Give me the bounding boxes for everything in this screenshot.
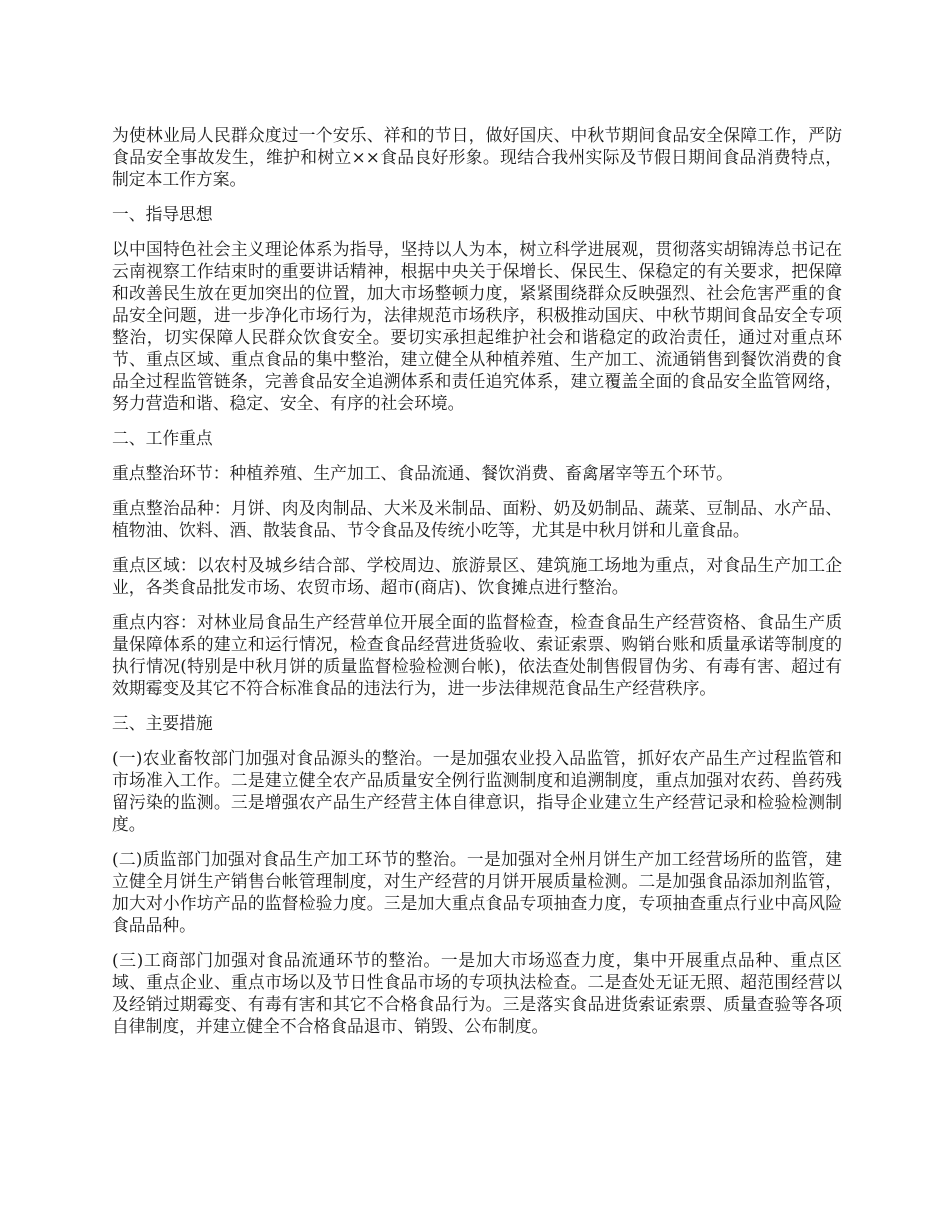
section-heading-work-focus: 二、工作重点 (112, 428, 213, 448)
guiding-ideology-paragraph: 以中国特色社会主义理论体系为指导，坚持以人为本，树立科学进展观，贯彻落实胡锦涛总书记在云南视察工作结束时的重要讲话精神，根据中央关于保增长、保民生、保稳定的有关要求，把保障和改善民生放在更加突出的位置，加大市场整顿力度，紧紧围绕群众反映强烈、社会危害严重的食品安全问题，进一步净化市场行为，法律规范市场秩序，积极推动国庆、中秋节期间食品安全专项整治，切实保障人民群众饮食安全。要切实承担起维护社会和谐稳定的政治责任，通过对重点环节、重点区域、重点食品的集中整治，建立健全从种植养殖、生产加工、流通销售到餐饮消费的食品全过程监管链条，完善食品安全追溯体系和责任追究体系，建立覆盖全面的食品安全监管网络，努力营造和谐、稳定、安全、有序的社会环境。 (112, 239, 842, 413)
document-page (112, 124, 842, 1050)
focus-areas-paragraph: 重点区域：以农村及城乡结合部、学校周边、旅游景区、建筑施工场地为重点，对食品生产加工企业，各类食品批发市场、农贸市场、超市(商店)、饮食摊点进行整治。 (112, 555, 842, 597)
focus-links-paragraph: 重点整治环节：种植养殖、生产加工、食品流通、餐饮消费、畜禽屠宰等五个环节。 (112, 463, 733, 483)
section-heading-main-measures: 三、主要措施 (112, 713, 213, 733)
focus-content-paragraph: 重点内容：对林业局食品生产经营单位开展全面的监督检查，检查食品生产经营资格、食品生产质量保障体系的建立和运行情况，检查食品经营进货验收、索证索票、购销台账和质量承诺等制度的执行情况(特别是中秋月饼的质量监督检验检测台帐)，依法查处制售假冒伪劣、有毒有害、超过有效期霉变及其它不符合标准食品的违法行为，进一步法律规范食品生产经营秩序。 (112, 612, 842, 698)
measure-quality-supervision-paragraph: (二)质监部门加强对食品生产加工环节的整治。一是加强对全州月饼生产加工经营场所的监管，建立健全月饼生产销售台帐管理制度，对生产经营的月饼开展质量检测。二是加强食品添加剂监管，加大对小作坊产品的监督检验力度。三是加大重点食品专项抽查力度，专项抽查重点行业中高风险食品品种。 (112, 849, 842, 935)
section-heading-guiding-ideology: 一、指导思想 (112, 204, 213, 224)
intro-paragraph: 为使林业局人民群众度过一个安乐、祥和的节日，做好国庆、中秋节期间食品安全保障工作，严防食品安全事故发生，维护和树立××食品良好形象。现结合我州实际及节假日期间食品消费特点，制定本工作方案。 (112, 125, 842, 189)
measure-agriculture-paragraph: (一)农业畜牧部门加强对食品源头的整治。一是加强农业投入品监管，抓好农产品生产过程监管和市场准入工作。二是建立健全农产品质量安全例行监测制度和追溯制度，重点加强对农药、兽药残留污染的监测。三是增强农产品生产经营主体自律意识，指导企业建立生产经营记录和检验检测制度。 (112, 748, 842, 834)
focus-varieties-paragraph: 重点整治品种：月饼、肉及肉制品、大米及米制品、面粉、奶及奶制品、蔬菜、豆制品、水产品、植物油、饮料、酒、散装食品、节令食品及传统小吃等，尤其是中秋月饼和儿童食品。 (112, 498, 842, 540)
measure-commerce-paragraph: (三)工商部门加强对食品流通环节的整治。一是加大市场巡查力度，集中开展重点品种、重点区域、重点企业、重点市场以及节日性食品市场的专项执法检查。二是查处无证无照、超范围经营以及经销过期霉变、有毒有害和其它不合格食品行为。三是落实食品进货索证索票、质量查验等各项自律制度，并建立健全不合格食品退市、销毁、公布制度。 (112, 950, 842, 1036)
